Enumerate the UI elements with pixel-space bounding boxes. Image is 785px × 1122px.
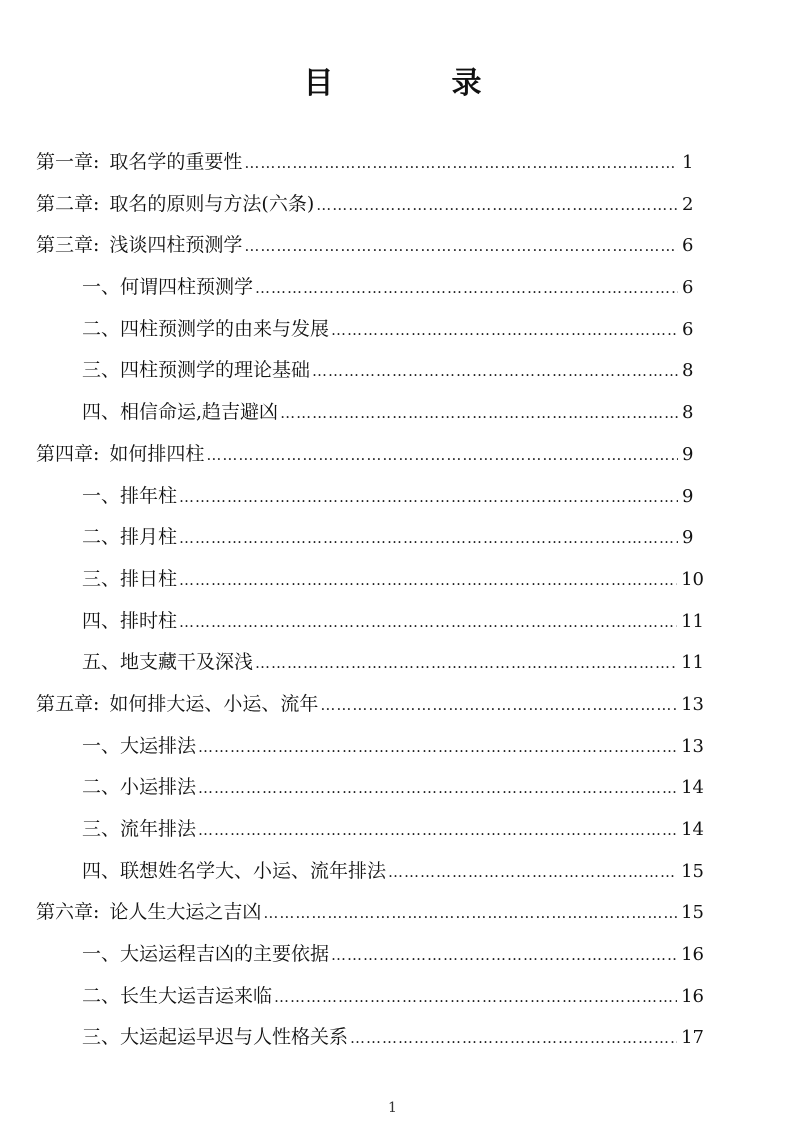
toc-entry-text: 浅谈四柱预测学: [109, 234, 243, 257]
dot-leader: [331, 310, 678, 352]
toc-entry-number: 二、: [82, 526, 121, 549]
toc-entry-number: 四、: [82, 859, 121, 882]
toc-entry-page: 2: [682, 193, 694, 215]
dot-leader: [274, 977, 677, 1019]
dot-leader: [280, 393, 678, 435]
toc-entry-number: 三、: [82, 1026, 121, 1049]
toc-entry-text: 长生大运吉运来临: [120, 984, 273, 1007]
toc-entry-title: [82, 726, 196, 768]
toc-section-entry: [36, 517, 704, 559]
dot-leader: [198, 768, 677, 810]
dot-leader: [244, 143, 678, 185]
toc-entry-text: 四柱预测学的由来与发展: [120, 317, 330, 340]
toc-section-entry: [36, 601, 704, 643]
dot-leader: [179, 602, 677, 644]
toc-entry-number: 五、: [82, 651, 121, 674]
toc-entry-page: 6: [682, 277, 694, 299]
toc-entry-text: 如何排大运、小运、流年: [109, 692, 319, 715]
toc-entry-number: 一、: [82, 484, 121, 507]
toc-entry-text: 何谓四柱预测学: [120, 276, 254, 299]
dot-leader: [320, 685, 677, 727]
toc-entry-title: [82, 559, 177, 601]
toc-entry-page: 17: [681, 1027, 704, 1049]
toc-entry-title: [82, 976, 272, 1018]
toc-entry-title: [82, 601, 177, 643]
toc-section-entry: [36, 726, 704, 768]
toc-entry-text: 如何排四柱: [109, 442, 205, 465]
toc-entry-title: [82, 809, 196, 851]
toc-entry-title: [82, 767, 196, 809]
toc-entry-number: 一、: [82, 943, 121, 966]
toc-chapter-entry: [36, 684, 704, 726]
toc-entry-page: 13: [681, 693, 704, 715]
title-char-2: 录: [451, 66, 482, 101]
toc-section-entry: [36, 267, 704, 309]
toc-entry-number: 三、: [82, 359, 121, 382]
toc-entry-page: 6: [682, 235, 694, 257]
toc-chapter-entry: [36, 184, 704, 226]
dot-leader: [244, 226, 678, 268]
toc-entry-number: 三、: [82, 567, 121, 590]
toc-entry-text: 相信命运,趋吉避凶: [120, 401, 279, 424]
toc-entry-title: [82, 309, 329, 351]
toc-section-entry: [36, 767, 704, 809]
toc-chapter-entry: [36, 225, 704, 267]
dot-leader: [388, 852, 677, 894]
toc-entry-number: 第六章:: [36, 901, 100, 924]
toc-section-entry: [36, 392, 704, 434]
toc-entry-number: 第三章:: [36, 234, 100, 257]
toc-entry-title: [36, 225, 242, 267]
toc-section-entry: [36, 642, 704, 684]
toc-entry-page: 13: [681, 735, 704, 757]
toc-entry-title: [82, 1017, 348, 1059]
toc-section-entry: [36, 1017, 704, 1059]
toc-entry-number: 一、: [82, 276, 121, 299]
dot-leader: [206, 435, 678, 477]
toc-entry-title: [36, 434, 204, 476]
toc-entry-title: [82, 267, 253, 309]
dot-leader: [179, 560, 677, 602]
toc-section-entry: [36, 309, 704, 351]
toc-entry-number: 二、: [82, 776, 121, 799]
toc-entry-number: 第五章:: [36, 692, 100, 715]
dot-leader: [263, 893, 677, 935]
toc-entry-number: 四、: [82, 609, 121, 632]
toc-entry-page: 15: [681, 902, 704, 924]
title-char-1: 目: [303, 66, 334, 101]
toc-entry-page: 6: [682, 318, 694, 340]
toc-entry-page: 1: [682, 152, 694, 173]
dot-leader: [179, 477, 678, 519]
toc-entry-page: 16: [681, 985, 704, 1007]
toc-entry-title: [36, 892, 261, 934]
dot-leader: [198, 810, 677, 852]
toc-entry-title: [36, 142, 242, 184]
toc-entry-text: 流年排法: [120, 818, 197, 840]
toc-entry-number: 第二章:: [36, 192, 100, 215]
toc-entry-number: 二、: [82, 984, 121, 1007]
toc-entry-number: 第一章:: [36, 151, 100, 173]
toc-entry-text: 地支藏干及深浅: [120, 651, 254, 674]
dot-leader: [255, 643, 677, 685]
toc-entry-text: 排年柱: [120, 484, 178, 507]
toc-entry-title: [82, 934, 329, 976]
page-title: [0, 58, 785, 102]
toc-entry-number: 二、: [82, 317, 121, 340]
dot-leader: [331, 935, 677, 977]
toc-entry-text: 大运起运早迟与人性格关系: [120, 1026, 349, 1049]
dot-leader: [316, 185, 678, 227]
toc-entry-text: 排时柱: [120, 609, 178, 632]
toc-entry-text: 四柱预测学的理论基础: [120, 359, 311, 382]
toc-entry-title: [82, 517, 177, 559]
toc-entry-title: [82, 642, 253, 684]
toc-entry-text: 大运运程吉凶的主要依据: [120, 943, 330, 966]
toc-entry-text: 大运排法: [120, 734, 197, 757]
toc-chapter-entry: [36, 434, 704, 476]
toc-entry-page: 10: [681, 568, 704, 590]
toc-entry-page: 9: [682, 527, 694, 549]
toc-entry-title: [36, 684, 318, 726]
toc-entry-page: 9: [682, 443, 694, 465]
toc-entry-title: [82, 476, 177, 518]
toc-entry-page: 11: [681, 610, 704, 632]
toc-entry-page: 16: [681, 944, 704, 966]
toc-entry-text: 排月柱: [120, 526, 178, 549]
toc-entry-text: 小运排法: [120, 776, 197, 799]
toc-entry-title: [82, 350, 310, 392]
toc-chapter-entry: [36, 892, 704, 934]
toc-chapter-entry: [36, 142, 704, 184]
dot-leader: [312, 351, 678, 393]
dot-leader: [198, 727, 677, 769]
toc-entry-title: [82, 392, 278, 434]
toc-entry-text: 论人生大运之吉凶: [109, 901, 262, 924]
dot-leader: [179, 518, 678, 560]
toc-entry-title: [82, 851, 386, 893]
toc-entry-page: 8: [682, 402, 694, 424]
toc-entry-page: 8: [682, 360, 694, 382]
toc-section-entry: [36, 976, 704, 1018]
toc-entry-number: 四、: [82, 401, 121, 424]
toc-entry-page: 14: [681, 819, 704, 840]
toc-entry-number: 第四章:: [36, 442, 100, 465]
toc-entry-number: 三、: [82, 818, 121, 840]
toc-entry-page: 9: [682, 485, 694, 507]
toc-section-entry: [36, 350, 704, 392]
toc-entry-number: 一、: [82, 734, 121, 757]
toc-section-entry: [36, 851, 704, 893]
toc-section-entry: [36, 559, 704, 601]
toc-entry-title: [36, 184, 314, 226]
toc-entry-page: 15: [681, 860, 704, 882]
table-of-contents: [36, 142, 704, 1059]
toc-entry-text: 取名的原则与方法(六条): [109, 192, 315, 215]
toc-section-entry: [36, 934, 704, 976]
dot-leader: [350, 1018, 677, 1060]
toc-entry-text: 排日柱: [120, 567, 178, 590]
toc-entry-page: 14: [681, 777, 704, 799]
toc-section-entry: [36, 476, 704, 518]
dot-leader: [255, 268, 678, 310]
toc-entry-page: 11: [681, 652, 704, 674]
toc-entry-text: 取名学的重要性: [109, 151, 243, 173]
toc-entry-text: 联想姓名学大、小运、流年排法: [120, 859, 387, 882]
page-number: 1: [388, 1100, 397, 1116]
toc-section-entry: [36, 809, 704, 851]
